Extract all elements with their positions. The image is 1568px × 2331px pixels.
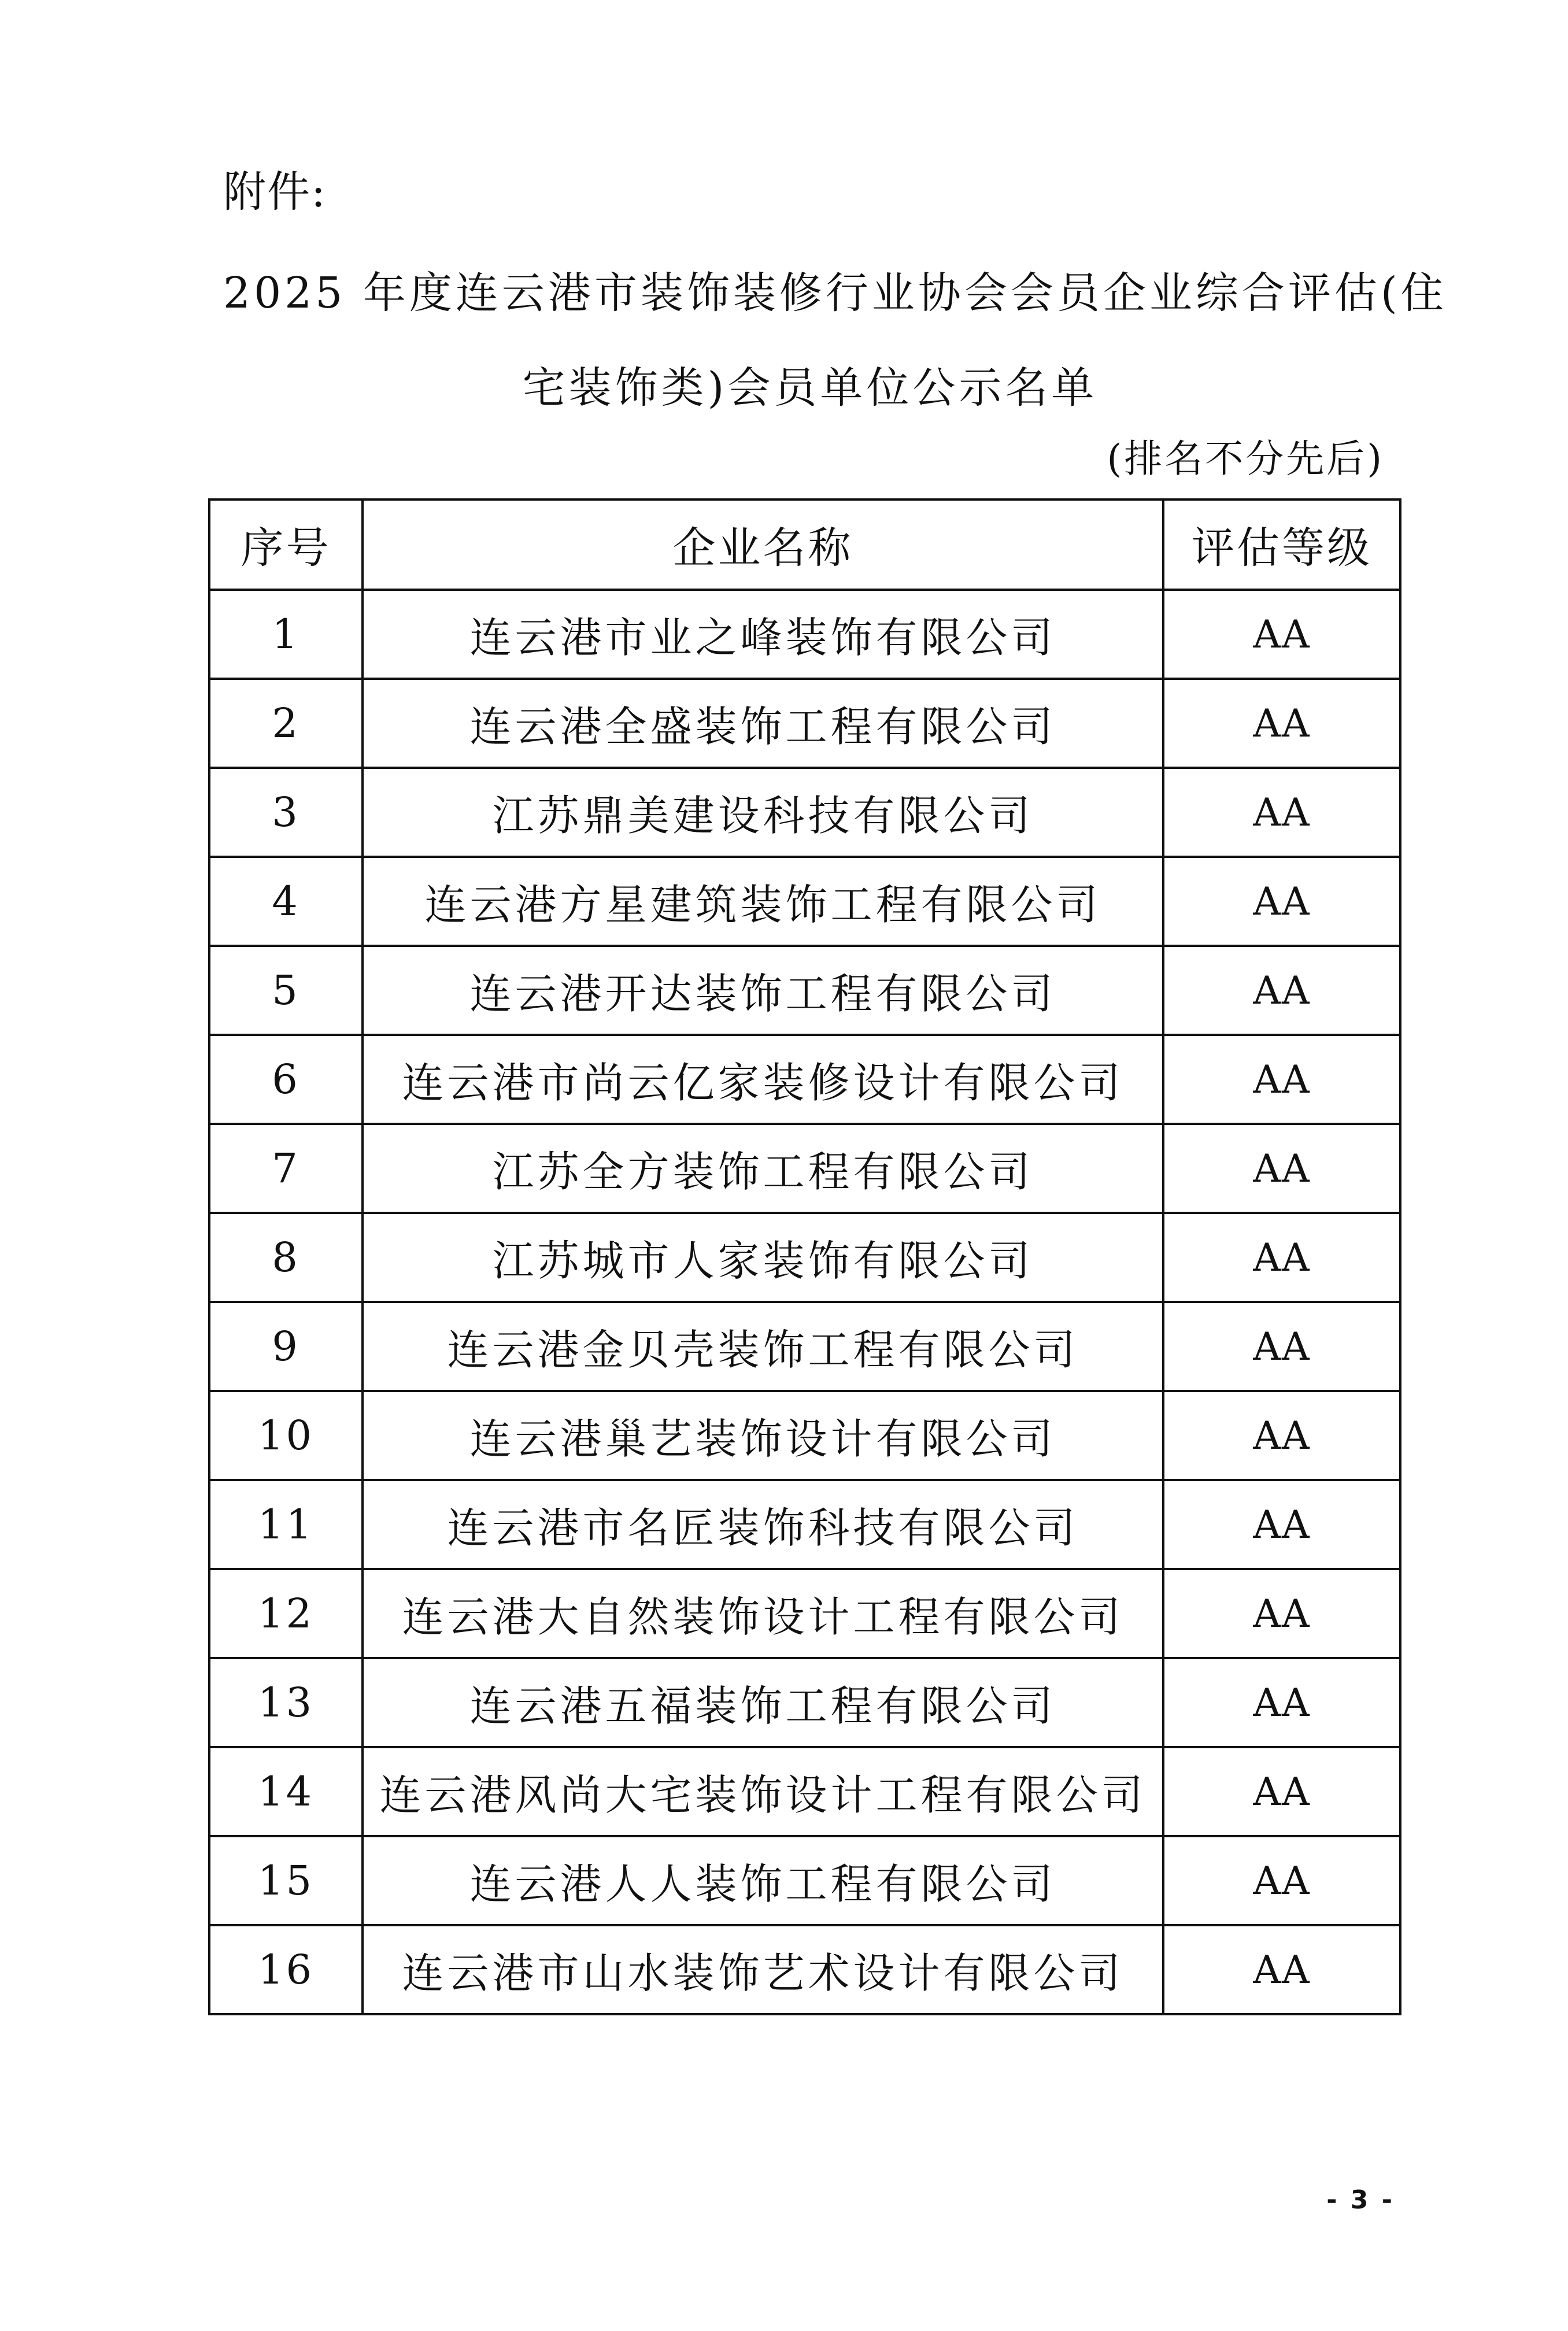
row-grade: AA — [1163, 679, 1400, 768]
row-no: 11 — [209, 1480, 363, 1569]
row-company-name: 连云港市业之峰装饰有限公司 — [363, 590, 1163, 679]
table-row — [209, 1302, 1400, 1391]
row-company-name: 江苏鼎美建设科技有限公司 — [363, 768, 1163, 857]
row-no: 16 — [209, 1925, 363, 2014]
table-row — [209, 768, 1400, 857]
row-company-name: 连云港市尚云亿家装修设计有限公司 — [363, 1035, 1163, 1124]
row-no: 1 — [209, 590, 363, 679]
table-row — [209, 1035, 1400, 1124]
table-row — [209, 1124, 1400, 1213]
page-number: - 3 - — [1326, 2185, 1395, 2215]
row-company-name: 连云港金贝壳装饰工程有限公司 — [363, 1302, 1163, 1391]
table-header-row — [209, 500, 1400, 590]
row-grade: AA — [1163, 1480, 1400, 1569]
row-grade: AA — [1163, 1035, 1400, 1124]
row-company-name: 连云港市名匠装饰科技有限公司 — [363, 1480, 1163, 1569]
header-company-name: 企业名称 — [363, 500, 1163, 590]
title-line-1: 2025 年度连云港市装饰装修行业协会会员企业综合评估(住 — [223, 268, 1447, 318]
row-company-name: 连云港开达装饰工程有限公司 — [363, 946, 1163, 1035]
table-row — [209, 1480, 1400, 1569]
row-grade: AA — [1163, 1302, 1400, 1391]
row-company-name: 江苏全方装饰工程有限公司 — [363, 1124, 1163, 1213]
table-row — [209, 1925, 1400, 2014]
row-grade: AA — [1163, 1569, 1400, 1658]
row-no: 12 — [209, 1569, 363, 1658]
row-no: 2 — [209, 679, 363, 768]
row-no: 7 — [209, 1124, 363, 1213]
row-no: 5 — [209, 946, 363, 1035]
row-grade: AA — [1163, 1124, 1400, 1213]
document-title — [223, 246, 1447, 435]
table-row — [209, 679, 1400, 768]
row-grade: AA — [1163, 1747, 1400, 1836]
table-row — [209, 857, 1400, 946]
table-row — [209, 1569, 1400, 1658]
row-no: 14 — [209, 1747, 363, 1836]
table-row — [209, 1391, 1400, 1480]
row-no: 4 — [209, 857, 363, 946]
order-note: (排名不分先后) — [1107, 436, 1384, 481]
row-no: 6 — [209, 1035, 363, 1124]
table-row — [209, 946, 1400, 1035]
table-row — [209, 590, 1400, 679]
attachment-label: 附件: — [223, 167, 327, 217]
row-company-name: 连云港风尚大宅装饰设计工程有限公司 — [363, 1747, 1163, 1836]
row-company-name: 连云港全盛装饰工程有限公司 — [363, 679, 1163, 768]
row-grade: AA — [1163, 857, 1400, 946]
table-row — [209, 1836, 1400, 1925]
header-no: 序号 — [209, 500, 363, 590]
row-grade: AA — [1163, 768, 1400, 857]
table-row — [209, 1213, 1400, 1302]
row-grade: AA — [1163, 1658, 1400, 1747]
row-company-name: 连云港方星建筑装饰工程有限公司 — [363, 857, 1163, 946]
row-company-name: 连云港人人装饰工程有限公司 — [363, 1836, 1163, 1925]
table-row — [209, 1658, 1400, 1747]
row-company-name: 连云港五福装饰工程有限公司 — [363, 1658, 1163, 1747]
row-grade: AA — [1163, 1213, 1400, 1302]
member-table — [208, 498, 1401, 2015]
row-company-name: 连云港大自然装饰设计工程有限公司 — [363, 1569, 1163, 1658]
row-no: 8 — [209, 1213, 363, 1302]
row-grade: AA — [1163, 1391, 1400, 1480]
header-grade: 评估等级 — [1163, 500, 1400, 590]
row-no: 15 — [209, 1836, 363, 1925]
row-grade: AA — [1163, 946, 1400, 1035]
table-row — [209, 1747, 1400, 1836]
row-no: 13 — [209, 1658, 363, 1747]
row-company-name: 江苏城市人家装饰有限公司 — [363, 1213, 1163, 1302]
row-company-name: 连云港巢艺装饰设计有限公司 — [363, 1391, 1163, 1480]
row-company-name: 连云港市山水装饰艺术设计有限公司 — [363, 1925, 1163, 2014]
row-no: 3 — [209, 768, 363, 857]
row-no: 10 — [209, 1391, 363, 1480]
title-line-2: 宅装饰类)会员单位公示名单 — [522, 363, 1098, 413]
row-grade: AA — [1163, 590, 1400, 679]
row-no: 9 — [209, 1302, 363, 1391]
row-grade: AA — [1163, 1836, 1400, 1925]
row-grade: AA — [1163, 1925, 1400, 2014]
